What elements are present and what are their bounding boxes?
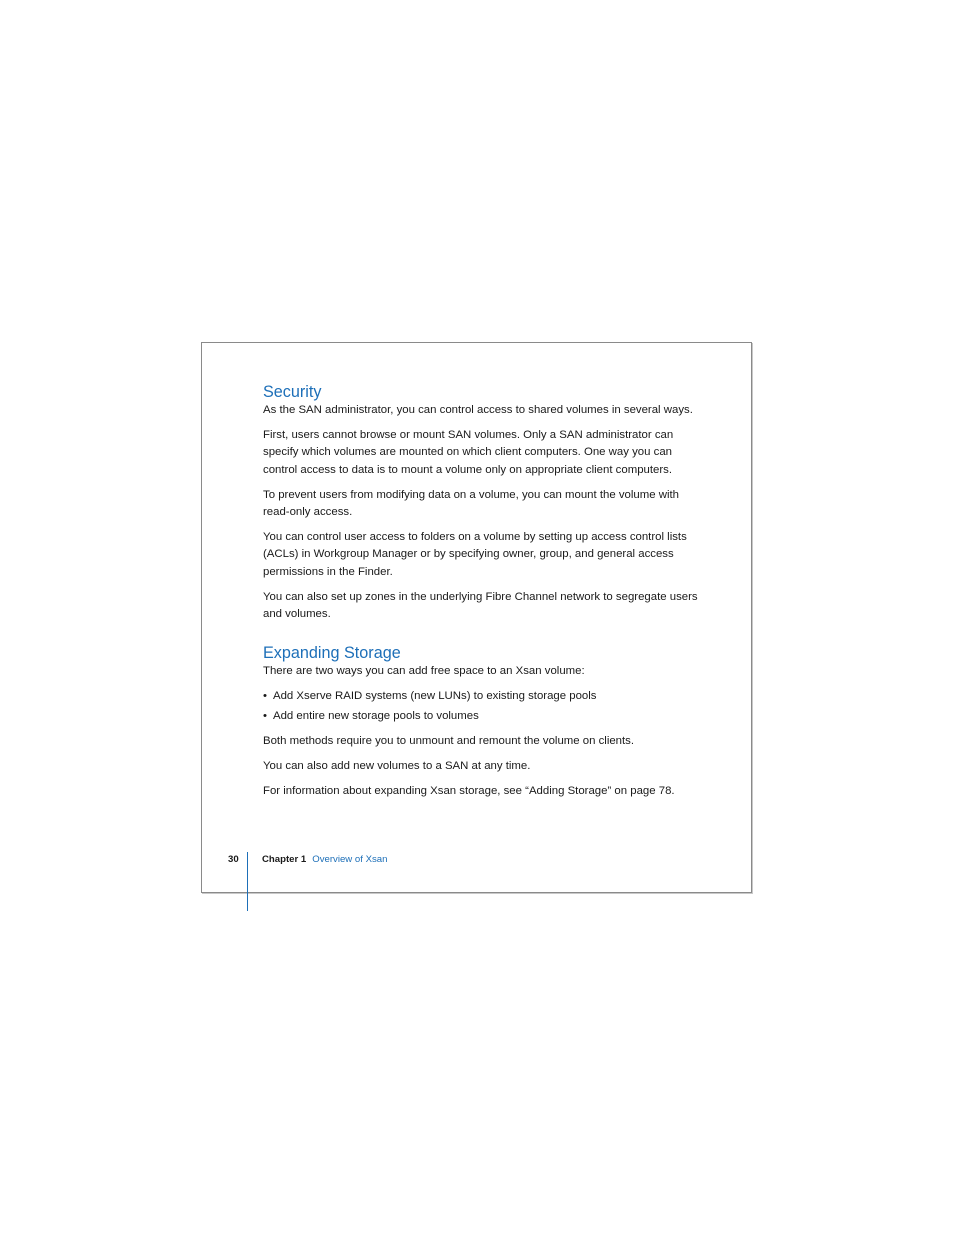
- footer-divider: [247, 852, 248, 911]
- paragraph-cross-reference: For information about expanding Xsan storage, see “Adding Storage” on page 78.: [263, 785, 675, 797]
- paragraph: First, users cannot browse or mount SAN volumes. Only a SAN administrator can specify which volumes are mounted on which client computers. One way you can control access to data is to mount a volume only on appropriate client computers.: [263, 428, 674, 476]
- paragraph: There are two ways you can add free space to an Xsan volume:: [263, 664, 585, 677]
- paragraph: You can control user access to folders on a volume by setting up access control lists (ACLs) in Workgroup Manager or by specifying owner, group, and general access permissions in the Finder.: [263, 530, 687, 578]
- page-content: [263, 382, 708, 808]
- chapter-label: Chapter 1: [262, 854, 307, 865]
- page-number: 30: [228, 854, 239, 865]
- list-item-text: Add entire new storage pools to volumes: [273, 710, 479, 723]
- section-heading-security: Security: [263, 383, 322, 401]
- list-item-text: Add Xserve RAID systems (new LUNs) to existing storage pools: [273, 689, 597, 702]
- paragraph: Both methods require you to unmount and remount the volume on clients.: [263, 735, 635, 748]
- paragraph: As the SAN administrator, you can control access to shared volumes in several ways.: [263, 404, 693, 416]
- paragraph: To prevent users from modifying data on a volume, you can mount the volume with read-only access.: [263, 488, 679, 519]
- bullet-mark: •: [263, 689, 267, 702]
- bullet-mark: •: [263, 710, 267, 723]
- paragraph: You can also add new volumes to a SAN at any time.: [263, 760, 531, 773]
- chapter-title: Overview of Xsan: [312, 854, 388, 865]
- list-item: [263, 688, 708, 705]
- paragraph: You can also set up zones in the underlying Fibre Channel network to segregate users and volumes.: [263, 590, 698, 621]
- footer-chapter: [262, 854, 387, 865]
- list-item: [263, 708, 708, 725]
- section-spacer: [263, 631, 708, 643]
- section-heading-expanding-storage: Expanding Storage: [263, 643, 401, 662]
- bullet-list: [263, 688, 708, 726]
